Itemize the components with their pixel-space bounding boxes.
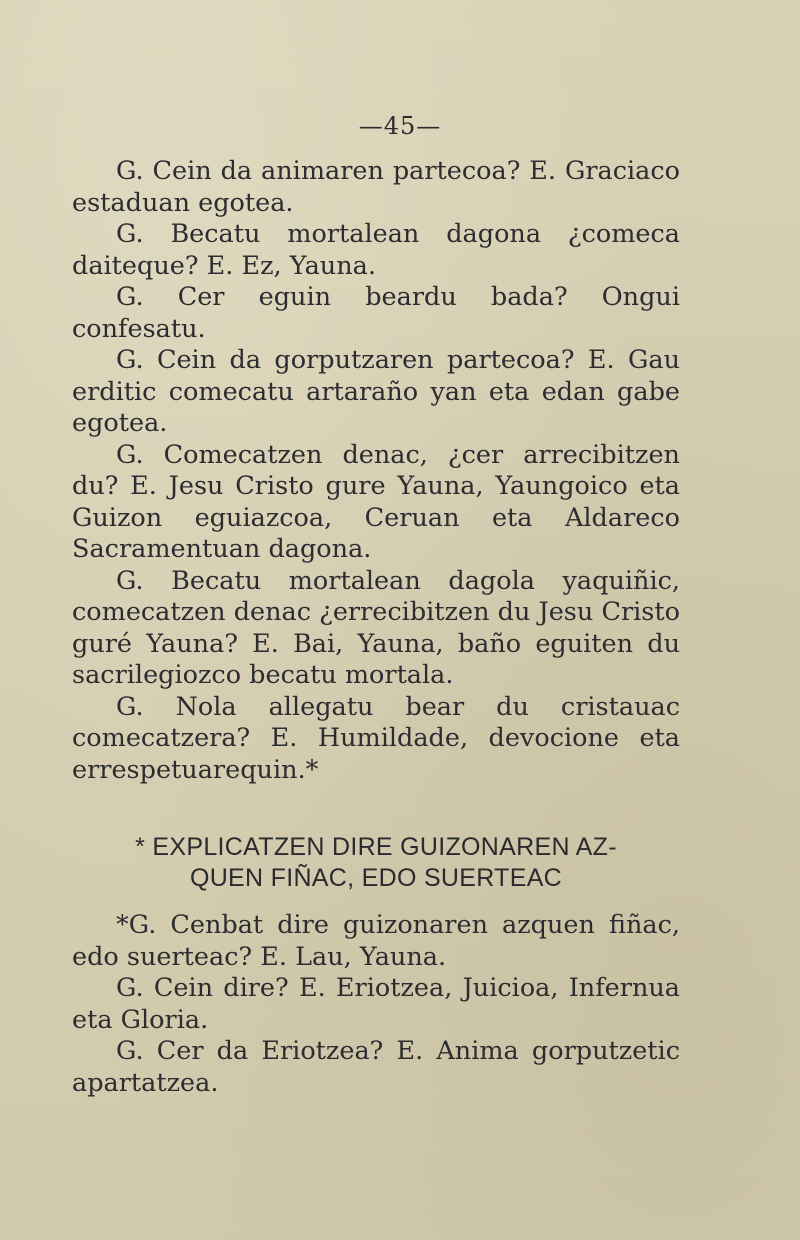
- paragraph: G. Becatu mortalean dagola yaquiñic, comecatzen denac ¿errecibitzen du Jesu Cristo guré Yauna? E. Bai, Yauna, baño eguiten du sacrilegiozco becatu mortala.: [72, 565, 680, 690]
- section-heading-line-2: QUEN FIÑAC, EDO SUERTEAC: [189, 864, 563, 892]
- paragraph: *G. Cenbat dire guizonaren azquen fiñac, edo suerteac? E. Lau, Yauna.: [72, 910, 680, 972]
- paragraph: G. Becatu mortalean dagona ¿comeca daiteque? E. Ez, Yauna.: [72, 219, 680, 281]
- paragraph: G. Cein da animaren partecoa? E. Graciaco estaduan egotea.: [72, 156, 680, 218]
- paragraph: G. Nola allegatu bear du cristauac comecatzera? E. Humildade, devocione eta errespetuarequin.*: [72, 691, 680, 785]
- section-heading: [72, 832, 680, 894]
- paragraph: G. Cein da gorputzaren partecoa? E. Gau erditic comecatu artaraño yan eta edan gabe egotea.: [72, 345, 680, 438]
- paragraph: G. Cer da Eriotzea? E. Anima gorputzetic apartatzea.: [72, 1036, 680, 1098]
- paragraph: G. Cer eguin beardu bada? Ongui confesatu.: [72, 282, 680, 344]
- paragraph: G. Comecatzen denac, ¿cer arrecibitzen du? E. Jesu Cristo gure Yauna, Yaungoico eta Guizon eguiazcoa, Ceruan eta Aldareco Sacramentuan dagona.: [72, 439, 680, 564]
- page-number: —45—: [358, 112, 442, 140]
- catechism-section-2: [72, 910, 680, 1099]
- section-heading-line-1: * EXPLICATZEN DIRE GUIZONAREN AZ-: [135, 833, 617, 861]
- paragraph: G. Cein dire? E. Eriotzea, Juicioa, Infernua eta Gloria.: [72, 973, 680, 1035]
- catechism-section-1: [72, 156, 680, 786]
